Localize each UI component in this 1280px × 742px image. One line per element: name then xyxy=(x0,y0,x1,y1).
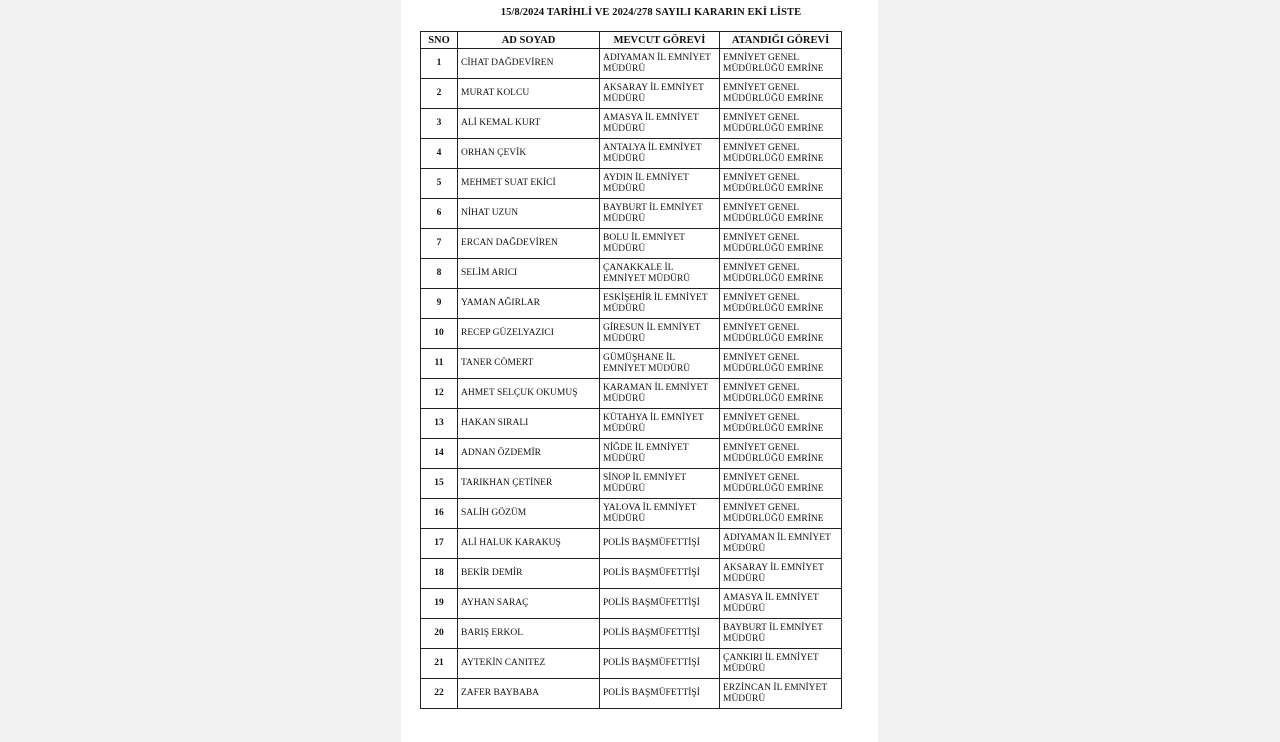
row-current-duty: POLİS BAŞMÜFETTİŞİ xyxy=(600,619,720,649)
row-assigned-duty: EMNİYET GENEL MÜDÜRLÜĞÜ EMRİNE xyxy=(720,199,842,229)
row-assigned-duty: EMNİYET GENEL MÜDÜRLÜĞÜ EMRİNE xyxy=(720,439,842,469)
header-current-duty: MEVCUT GÖREVİ xyxy=(600,32,720,49)
row-sno: 21 xyxy=(421,649,458,679)
row-assigned-duty: EMNİYET GENEL MÜDÜRLÜĞÜ EMRİNE xyxy=(720,319,842,349)
table-row xyxy=(421,589,842,619)
row-assigned-duty: ERZİNCAN İL EMNİYET MÜDÜRÜ xyxy=(720,679,842,709)
table-row xyxy=(421,289,842,319)
row-sno: 8 xyxy=(421,259,458,289)
row-assigned-duty: AKSARAY İL EMNİYET MÜDÜRÜ xyxy=(720,559,842,589)
row-current-duty: BAYBURT İL EMNİYET MÜDÜRÜ xyxy=(600,199,720,229)
row-sno: 10 xyxy=(421,319,458,349)
row-current-duty: ÇANAKKALE İL EMNİYET MÜDÜRÜ xyxy=(600,259,720,289)
row-current-duty: POLİS BAŞMÜFETTİŞİ xyxy=(600,679,720,709)
header-assigned-duty: ATANDIĞI GÖREVİ xyxy=(720,32,842,49)
row-sno: 2 xyxy=(421,79,458,109)
row-current-duty: YALOVA İL EMNİYET MÜDÜRÜ xyxy=(600,499,720,529)
table-row xyxy=(421,529,842,559)
row-name: BARIŞ ERKOL xyxy=(458,619,600,649)
appointment-table xyxy=(420,31,842,709)
row-name: HAKAN SIRALI xyxy=(458,409,600,439)
row-assigned-duty: EMNİYET GENEL MÜDÜRLÜĞÜ EMRİNE xyxy=(720,379,842,409)
row-sno: 4 xyxy=(421,139,458,169)
header-name: AD SOYAD xyxy=(458,32,600,49)
row-name: SALİH GÖZÜM xyxy=(458,499,600,529)
row-assigned-duty: AMASYA İL EMNİYET MÜDÜRÜ xyxy=(720,589,842,619)
row-assigned-duty: EMNİYET GENEL MÜDÜRLÜĞÜ EMRİNE xyxy=(720,109,842,139)
row-sno: 20 xyxy=(421,619,458,649)
row-name: BEKİR DEMİR xyxy=(458,559,600,589)
document-title: 15/8/2024 TARİHLİ VE 2024/278 SAYILI KARARIN EKİ LİSTE xyxy=(500,7,802,18)
table-row xyxy=(421,259,842,289)
row-sno: 12 xyxy=(421,379,458,409)
row-current-duty: KARAMAN İL EMNİYET MÜDÜRÜ xyxy=(600,379,720,409)
row-name: ERCAN DAĞDEVİREN xyxy=(458,229,600,259)
row-assigned-duty: EMNİYET GENEL MÜDÜRLÜĞÜ EMRİNE xyxy=(720,139,842,169)
table-row xyxy=(421,139,842,169)
row-name: RECEP GÜZELYAZICI xyxy=(458,319,600,349)
row-current-duty: ADIYAMAN İL EMNİYET MÜDÜRÜ xyxy=(600,49,720,79)
row-current-duty: GİRESUN İL EMNİYET MÜDÜRÜ xyxy=(600,319,720,349)
row-assigned-duty: EMNİYET GENEL MÜDÜRLÜĞÜ EMRİNE xyxy=(720,469,842,499)
row-assigned-duty: ÇANKIRI İL EMNİYET MÜDÜRÜ xyxy=(720,649,842,679)
row-assigned-duty: ADIYAMAN İL EMNİYET MÜDÜRÜ xyxy=(720,529,842,559)
row-assigned-duty: EMNİYET GENEL MÜDÜRLÜĞÜ EMRİNE xyxy=(720,79,842,109)
row-current-duty: POLİS BAŞMÜFETTİŞİ xyxy=(600,559,720,589)
row-current-duty: ANTALYA İL EMNİYET MÜDÜRÜ xyxy=(600,139,720,169)
table-row xyxy=(421,349,842,379)
row-sno: 19 xyxy=(421,589,458,619)
row-sno: 14 xyxy=(421,439,458,469)
row-name: ZAFER BAYBABA xyxy=(458,679,600,709)
row-name: AYHAN SARAÇ xyxy=(458,589,600,619)
row-assigned-duty: EMNİYET GENEL MÜDÜRLÜĞÜ EMRİNE xyxy=(720,409,842,439)
table-row xyxy=(421,649,842,679)
row-assigned-duty: EMNİYET GENEL MÜDÜRLÜĞÜ EMRİNE xyxy=(720,499,842,529)
table-row xyxy=(421,79,842,109)
row-sno: 6 xyxy=(421,199,458,229)
row-assigned-duty: BAYBURT İL EMNİYET MÜDÜRÜ xyxy=(720,619,842,649)
table-row xyxy=(421,379,842,409)
row-sno: 15 xyxy=(421,469,458,499)
row-current-duty: ESKİŞEHİR İL EMNİYET MÜDÜRÜ xyxy=(600,289,720,319)
row-current-duty: POLİS BAŞMÜFETTİŞİ xyxy=(600,589,720,619)
row-name: MURAT KOLCU xyxy=(458,79,600,109)
row-sno: 16 xyxy=(421,499,458,529)
row-name: ALİ KEMAL KURT xyxy=(458,109,600,139)
table-row xyxy=(421,679,842,709)
row-sno: 13 xyxy=(421,409,458,439)
header-sno: SNO xyxy=(421,32,458,49)
row-current-duty: POLİS BAŞMÜFETTİŞİ xyxy=(600,529,720,559)
row-current-duty: AKSARAY İL EMNİYET MÜDÜRÜ xyxy=(600,79,720,109)
row-current-duty: AYDIN İL EMNİYET MÜDÜRÜ xyxy=(600,169,720,199)
row-current-duty: SİNOP İL EMNİYET MÜDÜRÜ xyxy=(600,469,720,499)
row-assigned-duty: EMNİYET GENEL MÜDÜRLÜĞÜ EMRİNE xyxy=(720,349,842,379)
row-sno: 18 xyxy=(421,559,458,589)
row-name: ORHAN ÇEVİK xyxy=(458,139,600,169)
row-sno: 11 xyxy=(421,349,458,379)
table-row xyxy=(421,469,842,499)
row-sno: 5 xyxy=(421,169,458,199)
row-name: AYTEKİN CANITEZ xyxy=(458,649,600,679)
table-row xyxy=(421,229,842,259)
row-sno: 3 xyxy=(421,109,458,139)
table-row xyxy=(421,559,842,589)
row-assigned-duty: EMNİYET GENEL MÜDÜRLÜĞÜ EMRİNE xyxy=(720,229,842,259)
row-name: ADNAN ÖZDEMİR xyxy=(458,439,600,469)
table-row xyxy=(421,439,842,469)
row-current-duty: AMASYA İL EMNİYET MÜDÜRÜ xyxy=(600,109,720,139)
table-row xyxy=(421,169,842,199)
row-assigned-duty: EMNİYET GENEL MÜDÜRLÜĞÜ EMRİNE xyxy=(720,169,842,199)
row-sno: 7 xyxy=(421,229,458,259)
row-name: AHMET SELÇUK OKUMUŞ xyxy=(458,379,600,409)
table-row xyxy=(421,619,842,649)
row-sno: 22 xyxy=(421,679,458,709)
row-name: ALİ HALUK KARAKUŞ xyxy=(458,529,600,559)
table-row xyxy=(421,109,842,139)
row-current-duty: POLİS BAŞMÜFETTİŞİ xyxy=(600,649,720,679)
row-sno: 1 xyxy=(421,49,458,79)
row-current-duty: NİĞDE İL EMNİYET MÜDÜRÜ xyxy=(600,439,720,469)
row-name: CİHAT DAĞDEVİREN xyxy=(458,49,600,79)
row-assigned-duty: EMNİYET GENEL MÜDÜRLÜĞÜ EMRİNE xyxy=(720,49,842,79)
row-name: TARIKHAN ÇETİNER xyxy=(458,469,600,499)
row-current-duty: KÜTAHYA İL EMNİYET MÜDÜRÜ xyxy=(600,409,720,439)
row-current-duty: BOLU İL EMNİYET MÜDÜRÜ xyxy=(600,229,720,259)
row-assigned-duty: EMNİYET GENEL MÜDÜRLÜĞÜ EMRİNE xyxy=(720,259,842,289)
table-row xyxy=(421,409,842,439)
row-name: YAMAN AĞIRLAR xyxy=(458,289,600,319)
row-name: MEHMET SUAT EKİCİ xyxy=(458,169,600,199)
row-name: TANER CÖMERT xyxy=(458,349,600,379)
row-name: SELİM ARICI xyxy=(458,259,600,289)
table-header-row xyxy=(421,32,842,49)
row-name: NİHAT UZUN xyxy=(458,199,600,229)
row-sno: 17 xyxy=(421,529,458,559)
table-row xyxy=(421,199,842,229)
table-row xyxy=(421,499,842,529)
row-current-duty: GÜMÜŞHANE İL EMNİYET MÜDÜRÜ xyxy=(600,349,720,379)
row-sno: 9 xyxy=(421,289,458,319)
table-row xyxy=(421,319,842,349)
row-assigned-duty: EMNİYET GENEL MÜDÜRLÜĞÜ EMRİNE xyxy=(720,289,842,319)
table-row xyxy=(421,49,842,79)
